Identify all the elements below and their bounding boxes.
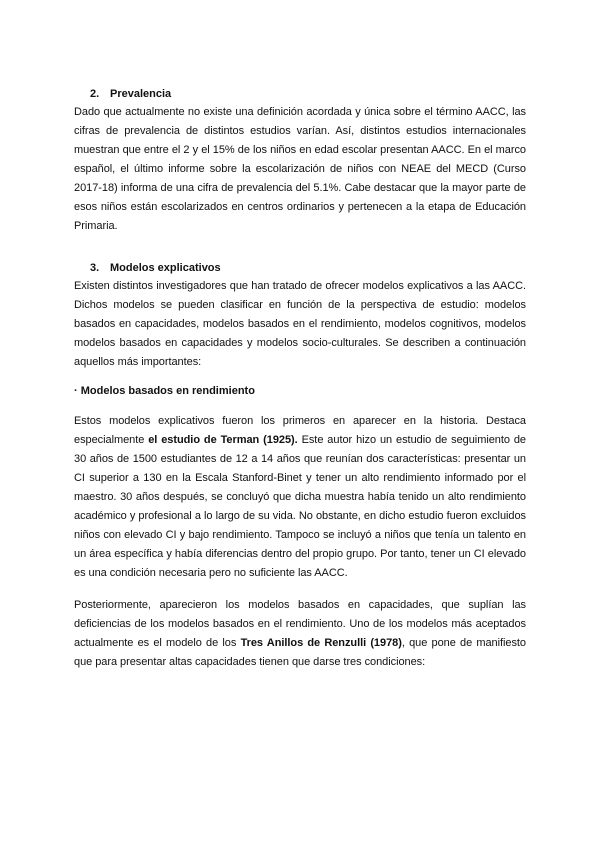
section-title: Prevalencia [110, 88, 172, 100]
section-number: 3. [90, 262, 100, 274]
document-page [74, 86, 526, 672]
section-heading-modelos [90, 260, 526, 277]
capacidades-paragraph: Posteriormente, aparecieron los modelos basados en capacidades, que suplían las deficiencias de los modelos basados en el rendimiento. Uno de los modelos más aceptados actualmente es el modelo de los Tres Anillos de Renzulli (1978), que pone de manifiesto que para presentar altas capacidades tienen que darse tres condiciones: [74, 599, 526, 668]
rendimiento-paragraph: Estos modelos explicativos fueron los primeros en aparecer en la historia. Destaca especialmente el estudio de Terman (1925). Este autor hizo un estudio de seguimiento de 30 años de 1500 estudiantes de 12 a 14 años que reunían dos características: presentar un CI superior a 130 en la Escala Stanford-Binet y tener un alto rendimiento informado por el maestro. 30 años después, se concluyó que dicha muestra había tenido un alto rendimiento académico y profesional a lo largo de su vida. No obstante, en dicho estudio fueron excluidos niños con elevado CI y bajo rendimiento. Tampoco se incluyó a niños que tenía un talento en un área específica y había diferencias dentro del propio grupo. Por tanto, tener un CI elevado es una condición necesaria pero no suficiente las AACC. [74, 415, 526, 579]
section-heading-prevalencia [90, 86, 526, 103]
prevalencia-paragraph: Dado que actualmente no existe una definición acordada y única sobre el término AACC, las cifras de prevalencia de distintos estudios varían. Así, distintos estudios internacionales muestran que entre el 2 y el 15% de los niños en edad escolar presentan AACC. En el marco español, el último informe sobre la escolarización de niños con NEAE del MECD (Curso 2017-18) informa de una cifra de prevalencia del 5.1%. Cabe destacar que la mayor parte de esos niños están escolarizados en centros ordinarios y pertenecen a la etapa de Educación Primaria. [74, 106, 526, 232]
modelos-paragraph: Existen distintos investigadores que han tratado de ofrecer modelos explicativos a las AACC. Dichos modelos se pueden clasificar en función de la perspectiva de estudio: modelos basados en capacidades, modelos basados en el rendimiento, modelos cognitivos, modelos modelos basados en capacidades y modelos socio-culturales. Se describen a continuación aquellos más importantes: [74, 280, 526, 368]
section-number: 2. [90, 88, 100, 100]
terman-study: el estudio de Terman (1925). [148, 434, 298, 446]
section-title: Modelos explicativos [110, 262, 221, 274]
subsection-heading: · Modelos basados en rendimiento [74, 385, 255, 397]
renzulli-model: Tres Anillos de Renzulli (1978) [240, 637, 402, 649]
